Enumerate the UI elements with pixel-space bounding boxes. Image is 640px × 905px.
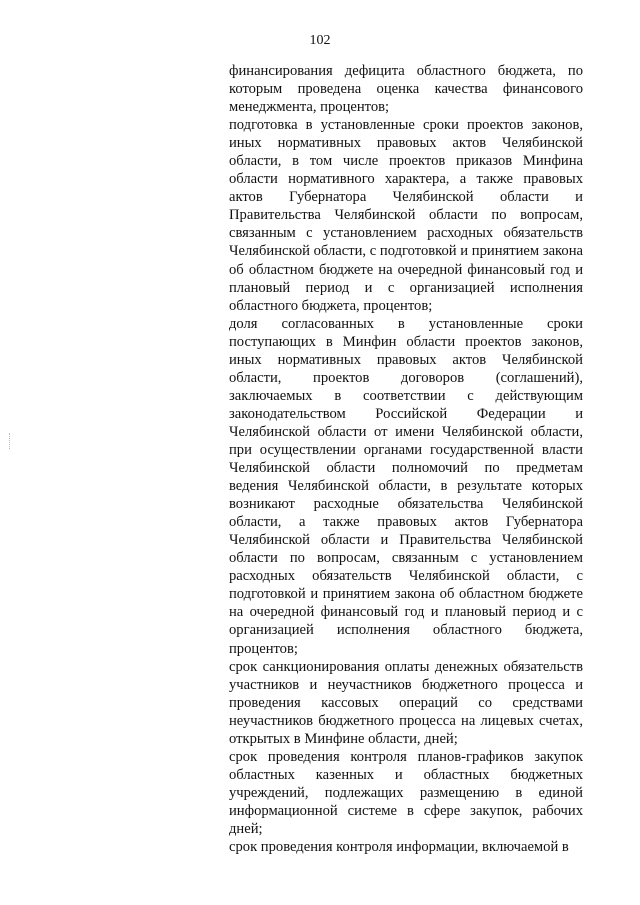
paragraph-payment-authorization-term: срок санкционирования оплаты денежных обязательств участников и неучастников бюджетного процесса и проведения кассовых операций со средствами неучастников бюджетного процесса на лицевых счетах, открытых в Минфине области, дней; xyxy=(229,658,583,747)
page-number: 102 xyxy=(309,33,331,48)
document-body xyxy=(229,62,583,856)
scan-margin-mark xyxy=(9,433,11,449)
paragraph-procurement-plan-control-term: срок проведения контроля планов-графиков закупок областных казенных и областных бюджетных учреждений, подлежащих размещению в единой информационной системе в сфере закупок, рабочих дней; xyxy=(229,748,583,837)
paragraph-information-control-term: срок проведения контроля информации, включаемой в xyxy=(229,839,569,856)
paragraph-budget-deficit-financing: финансирования дефицита областного бюджета, по которым проведена оценка качества финансового менеджмента, процентов; xyxy=(229,63,583,116)
paragraph-approved-drafts-share: доля согласованных в установленные сроки поступающих в Минфин области проектов законов, иных нормативных правовых актов Челябинской области, проектов договоров (соглашений), заключаемых в соответствии с действующим законодательством Российской Федерации и Челябинской области от имени Челябинской области, при осуществлении органами государственной власти Челябинской области полномочий по предметам ведения Челябинской области, в результате которых возникают расходные обязательства Челябинской области, а также правовых актов Губернатора Челябинской области и Правительства Челябинской области по вопросам, связанным с установлением расходных обязательств Челябинской области, с подготовкой и принятием закона об областном бюджете на очередной финансовый год и плановый период и с организацией исполнения областного бюджета, процентов; xyxy=(229,315,583,657)
paragraph-draft-laws-preparation: подготовка в установленные сроки проектов законов, иных нормативных правовых актов Челябинской области, в том числе проектов приказов Минфина области нормативного характера, а также правовых актов Губернатора Челябинской области и Правительства Челябинской области по вопросам, связанным с установлением расходных обязательств Челябинской области, с подготовкой и принятием закона об областном бюджете на очередной финансовый год и плановый период и с организацией исполнения областного бюджета, процентов; xyxy=(229,117,583,314)
